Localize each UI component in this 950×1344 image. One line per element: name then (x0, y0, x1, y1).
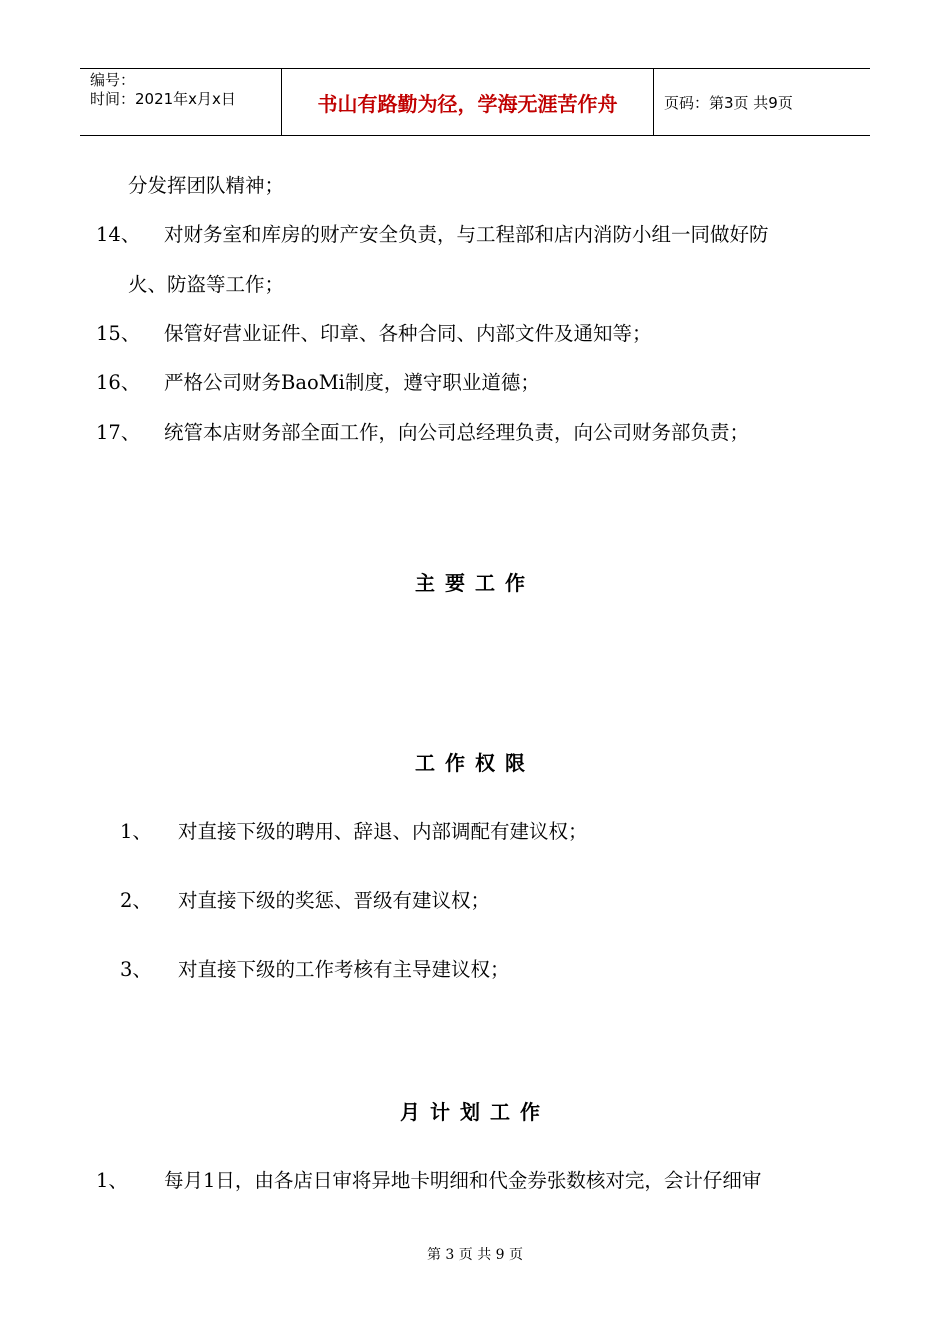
section-title-monthly: 月计划工作 (400, 1100, 550, 1124)
authority-number: 1、 (120, 820, 152, 843)
duty-text-cont: 火、防盗等工作； (128, 273, 285, 296)
duty-text: 保管好营业证件、印章、各种合同、内部文件及通知等； (164, 322, 652, 345)
duty-number: 17、 (96, 421, 141, 444)
authority-number: 3、 (120, 958, 152, 981)
section-title-authority: 工作权限 (415, 751, 535, 775)
duty-text: 对财务室和库房的财产安全负责，与工程部和店内消防小组一同做好防 (164, 223, 769, 246)
authority-number: 2、 (120, 889, 152, 912)
duty-text: 统管本店财务部全面工作，向公司总经理负责，向公司财务部负责； (164, 421, 750, 444)
continuation-text: 分发挥团队精神； (128, 174, 285, 197)
header-motto: 书山有路勤为径，学海无涯苦作舟 (282, 69, 654, 135)
page-footer: 第 3 页 共 9 页 (426, 1247, 524, 1263)
duty-number: 16、 (96, 371, 141, 394)
page-header (80, 68, 870, 136)
header-page-info: 页码：第3页 共9页 (664, 93, 793, 112)
number-label: 编号： (90, 71, 136, 89)
duty-number: 15、 (96, 322, 141, 345)
authority-text: 对直接下级的聘用、辞退、内部调配有建议权； (178, 820, 588, 843)
authority-text: 对直接下级的奖惩、晋级有建议权； (178, 889, 491, 912)
header-meta (80, 69, 282, 135)
time-label: 时间：2021年x月x日 (90, 90, 236, 108)
authority-text: 对直接下级的工作考核有主导建议权； (178, 958, 510, 981)
duty-number: 14、 (96, 223, 141, 246)
duty-text: 严格公司财务BaoMi制度，遵守职业道德； (164, 371, 540, 394)
section-title-main-work: 主要工作 (415, 571, 535, 595)
monthly-text: 每月1日，由各店日审将异地卡明细和代金券张数核对完，会计仔细审 (164, 1169, 762, 1192)
monthly-number: 1、 (96, 1169, 128, 1192)
